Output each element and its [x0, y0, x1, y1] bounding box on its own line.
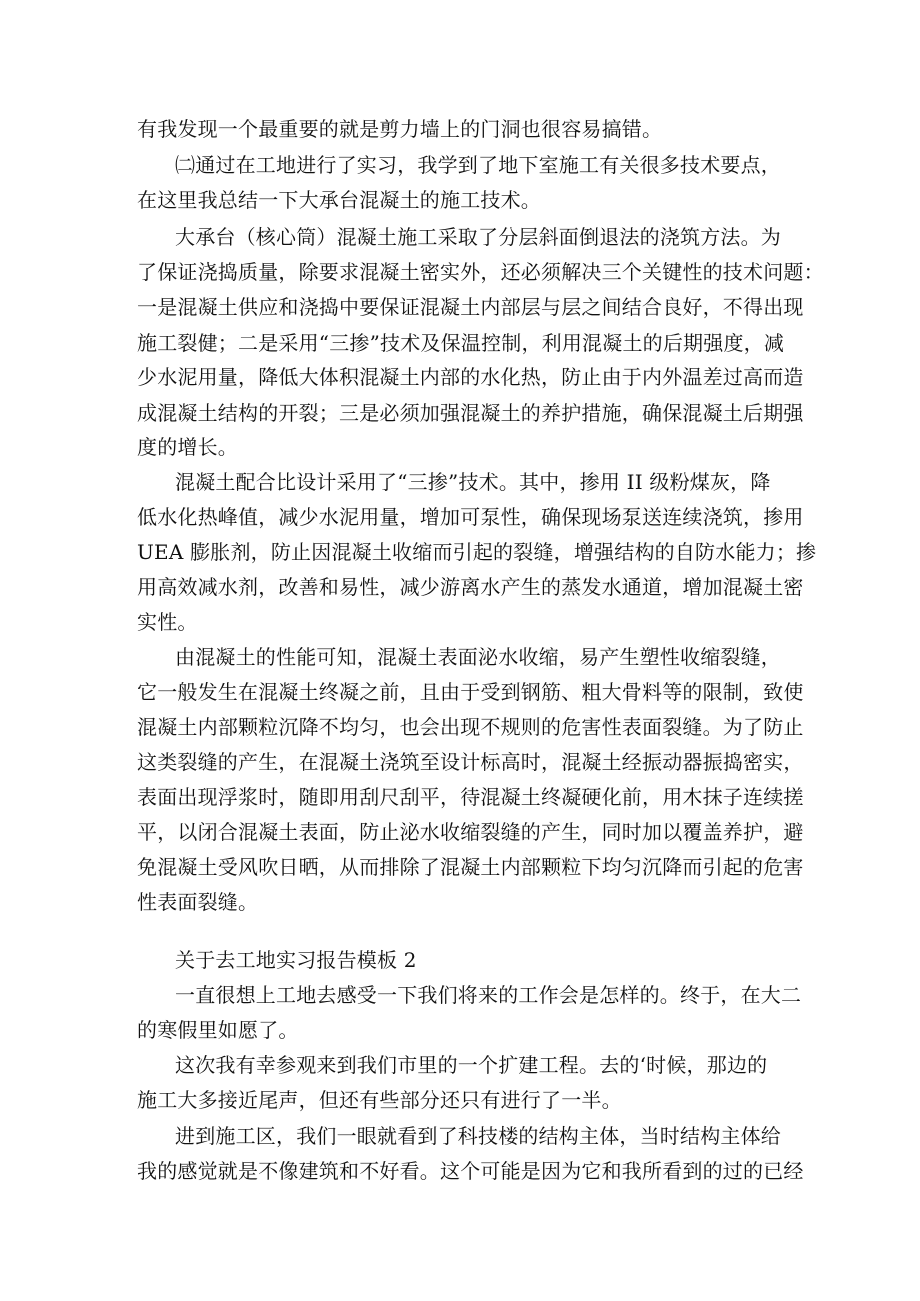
paragraph-line: 施工裂健；二是采用“三掺”技术及保温控制，利用混凝土的后期强度，减 [137, 331, 785, 355]
paragraph-line: ㈡通过在工地进行了实习，我学到了地下室施工有关很多技术要点， [175, 153, 781, 177]
paragraph-line: 免混凝土受风吹日晒，从而排除了混凝土内部颗粒下均匀沉降而引起的危害 [137, 855, 804, 879]
paragraph-line: 有我发现一个最重要的就是剪力墙上的门洞也很容易搞错。 [137, 117, 663, 141]
paragraph-line: UEA 膨胀剂，防止因混凝土收缩而引起的裂缝，增强结构的自防水能力；掺 [137, 540, 817, 564]
paragraph-line: 混凝土配合比设计采用了“三掺”技术。其中，掺用 II 级粉煤灰，降 [175, 470, 771, 494]
paragraph-line: 一是混凝土供应和浇捣中要保证混凝土内部层与层之间结合良好，不得出现 [137, 295, 804, 319]
paragraph-line: 表面出现浮浆时，随即用刮尺刮平，待混凝土终凝硬化前，用木抹子连续搓 [137, 785, 804, 809]
paragraph-line: 成混凝土结构的开裂；三是必须加强混凝土的养护措施，确保混凝土后期强 [137, 401, 804, 425]
paragraph-line: 大承台（核心筒）混凝土施工采取了分层斜面倒退法的浇筑方法。为 [175, 225, 781, 249]
paragraph-line: 的寒假里如愿了。 [137, 1018, 299, 1042]
paragraph-line: 这类裂缝的产生，在混凝土浇筑至设计标高时，混凝土经振动器振捣密实， [137, 750, 804, 774]
paragraph-line: 它一般发生在混凝土终凝之前，且由于受到钢筋、粗大骨料等的限制，致使 [137, 680, 804, 704]
paragraph-line: 施工大多接近尾声，但还有些部分还只有进行了一半。 [137, 1088, 622, 1112]
section-heading: 关于去工地实习报告模板 2 [175, 948, 417, 972]
paragraph-line: 低水化热峰值，减少水泥用量，增加可泵性，确保现场泵送连续浇筑，掺用 [137, 505, 804, 529]
paragraph-line: 一直很想上工地去感受一下我们将来的工作会是怎样的。终于，在大二 [175, 983, 802, 1007]
paragraph-line: 性表面裂缝。 [137, 890, 259, 914]
paragraph-line: 用高效减水剂，改善和易性，减少游离水产生的蒸发水通道，增加混凝土密 [137, 575, 804, 599]
paragraph-line: 混凝土内部颗粒沉降不均匀，也会出现不规则的危害性表面裂缝。为了防止 [137, 715, 804, 739]
paragraph-line: 了保证浇捣质量，除要求混凝土密实外，还必须解决三个关键性的技术问题： [137, 260, 824, 284]
paragraph-line: 少水泥用量，降低大体积混凝土内部的水化热，防止由于内外温差过高而造 [137, 365, 804, 389]
paragraph-line: 在这里我总结一下大承台混凝土的施工技术。 [137, 188, 541, 212]
paragraph-line: 度的增长。 [137, 435, 238, 459]
paragraph-line: 我的感觉就是不像建筑和不好看。这个可能是因为它和我所看到的过的已经 [137, 1159, 804, 1183]
paragraph-line: 由混凝土的性能可知，混凝土表面泌水收缩，易产生塑性收缩裂缝， [175, 645, 781, 669]
paragraph-line: 实性。 [137, 610, 198, 634]
paragraph-line: 平，以闭合混凝土表面，防止泌水收缩裂缝的产生，同时加以覆盖养护，避 [137, 820, 804, 844]
paragraph-line: 进到施工区，我们一眼就看到了科技楼的结构主体，当时结构主体给 [175, 1124, 781, 1148]
paragraph-line: 这次我有幸参观来到我们市里的一个扩建工程。去的‘时候，那边的 [175, 1053, 768, 1077]
